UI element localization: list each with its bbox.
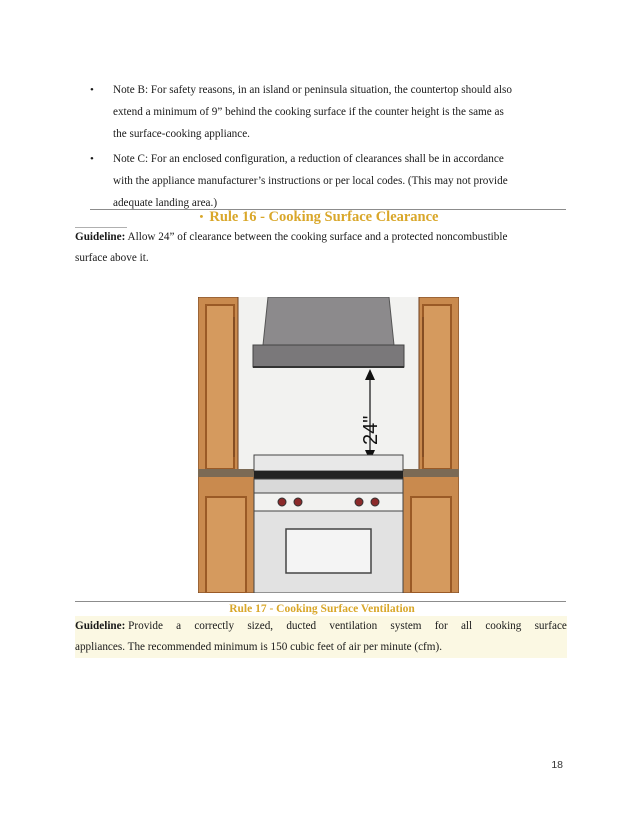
range-hood — [253, 297, 404, 367]
bullet-icon: • — [90, 84, 94, 96]
guideline-word: ventilation — [329, 620, 378, 632]
note-b-line-1: Note B: For safety reasons, in an island or peninsula situation, the countertop should also — [113, 84, 512, 96]
countertop-left — [198, 469, 256, 477]
divider — [75, 601, 566, 602]
lower-cabinets-right — [403, 473, 459, 593]
guideline-word: a — [176, 620, 182, 632]
guideline-text-line-2: appliances. The recommended minimum is 150 cubic feet of air per minute (cfm). — [75, 641, 442, 653]
guideline-word: ducted — [286, 620, 317, 632]
guideline-text-line-1: Allow 24” of clearance between the cooking surface and a protected noncombustible — [125, 231, 508, 243]
note-c-line-2: with the appliance manufacturer’s instructions or per local codes. (This may not provide — [113, 175, 508, 187]
guideline-word: Provide — [128, 620, 163, 632]
lower-cabinets-left — [198, 473, 254, 593]
stove-range — [254, 455, 403, 593]
page-number: 18 — [551, 759, 563, 771]
guideline-word: all — [460, 620, 473, 632]
guideline-word: sized, — [247, 620, 274, 632]
note-c-line-3: adequate landing area.) — [113, 197, 218, 209]
rule-17-guideline — [75, 616, 567, 658]
bullet-icon: • — [90, 153, 94, 165]
left-upper-cabinet — [198, 297, 238, 477]
note-b — [90, 79, 570, 145]
rule-16-title: Rule 16 - Cooking Surface Clearance — [209, 209, 439, 225]
dimension-label: 24" — [360, 415, 382, 445]
guideline-text-line-2: surface above it. — [75, 252, 149, 264]
note-c — [90, 148, 570, 214]
note-c-line-1: Note C: For an enclosed configuration, a reduction of clearances shall be in accordance — [113, 153, 504, 165]
rule-16-guideline — [75, 227, 567, 269]
guideline-word: system — [390, 620, 422, 632]
guideline-label: Guideline: — [75, 620, 126, 632]
guideline-word: surface — [534, 620, 567, 632]
note-b-line-3: the surface-cooking appliance. — [113, 128, 250, 140]
guideline-label: Guideline: — [75, 231, 126, 243]
note-b-line-2: extend a minimum of 9” behind the cooking surface if the counter height is the same as — [113, 106, 504, 118]
right-upper-cabinet — [419, 297, 459, 477]
countertop-right — [401, 469, 459, 477]
cooking-clearance-illustration — [198, 297, 459, 593]
rule-16-heading — [0, 209, 638, 226]
rule-17-title: Rule 17 - Cooking Surface Ventilation — [229, 603, 415, 615]
guideline-word: for — [434, 620, 448, 632]
guideline-word: cooking — [485, 620, 522, 632]
bullet-icon: • — [199, 211, 204, 223]
guideline-word: correctly — [194, 620, 235, 632]
